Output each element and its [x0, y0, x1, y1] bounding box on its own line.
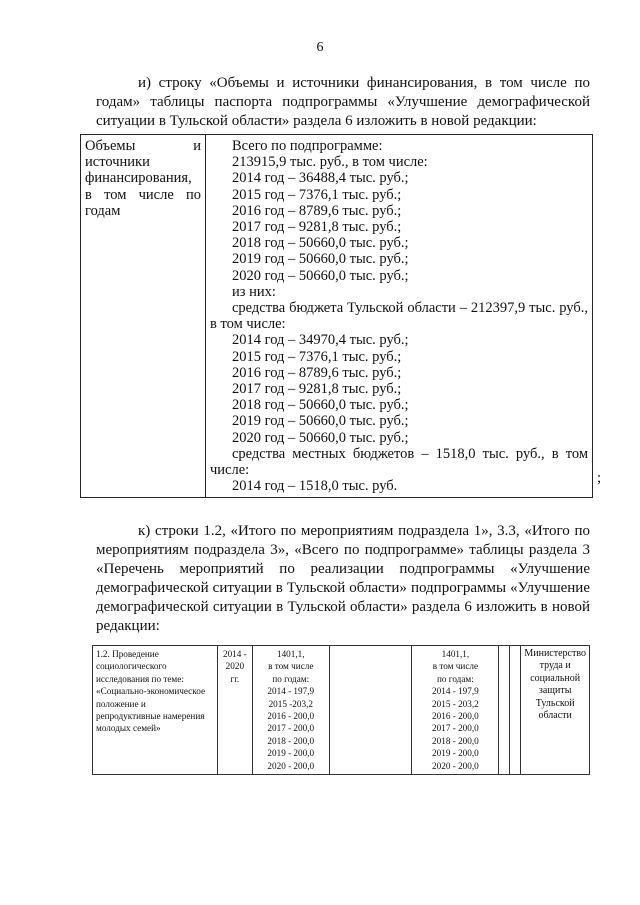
regional-year: 2015 год – 7376,1 тыс. руб.;: [232, 348, 402, 365]
page-number: 6: [316, 40, 324, 55]
regional-year-value: 2020 - 200,0: [432, 760, 479, 771]
description-line: социологического: [96, 661, 167, 672]
local-budget: средства местных бюджетов – 1518,0 тыс. руб., в том числе:: [210, 445, 588, 479]
left-line: годам: [85, 202, 121, 219]
period-line: гг.: [230, 673, 240, 684]
period-line: 2020: [225, 661, 245, 672]
total-year: 2016 год – 8789,6 тыс. руб.;: [232, 202, 402, 219]
left-line: финансирования,: [85, 170, 192, 187]
regional-year-value: 2017 - 200,0: [432, 723, 479, 734]
total-year: 2019 год – 50660,0 тыс. руб.;: [232, 251, 409, 268]
measure-period: [217, 646, 252, 775]
description-line: «Социально-экономическое: [96, 686, 206, 697]
total-line: в том числе: [432, 661, 479, 672]
total-line: 1401,1,: [441, 649, 470, 659]
responsible-line: области: [538, 710, 572, 722]
total-header: Всего по подпрограмме:: [232, 138, 383, 154]
regional-year-value: 2019 - 200,0: [432, 748, 479, 759]
period-line: 2014 -: [222, 649, 247, 659]
regional-year: 2018 год – 50660,0 тыс. руб.;: [232, 397, 409, 414]
total-line: 1401,1,: [276, 649, 305, 659]
regional-year: 2017 год – 9281,8 тыс. руб.;: [232, 381, 402, 398]
regional-year-value: 2014 - 197,9: [432, 686, 479, 697]
measure-description: [93, 646, 218, 775]
measure-regional: [412, 646, 499, 775]
total-year: 2020 год – 50660,0 тыс. руб.;: [232, 267, 409, 284]
passport-left-cell: [81, 135, 206, 498]
regional-year-value: 2016 - 200,0: [432, 711, 479, 722]
year-value: 2015 -203,2: [268, 698, 313, 709]
total-line: в том числе: [268, 661, 314, 672]
total-year: 2015 год – 7376,1 тыс. руб.;: [232, 186, 402, 203]
description-line: положение и: [96, 698, 146, 709]
year-value: 2016 - 200,0: [267, 711, 315, 722]
regional-budget: средства бюджета Тульской области – 212397,9 тыс. руб., в том числе:: [210, 300, 588, 333]
description-line: исследования по теме:: [96, 673, 184, 684]
regional-year: 2016 год – 8789,6 тыс. руб.;: [232, 364, 402, 381]
measure-local-empty: [499, 646, 510, 775]
measure-other-empty: [510, 646, 521, 775]
year-value: 2018 - 200,0: [267, 735, 315, 746]
passport-table: [80, 134, 593, 498]
regional-year-value: 2015 - 203,2: [432, 698, 479, 709]
description-line: молодых семей»: [96, 723, 161, 734]
paragraph-k: к) строки 1.2, «Итого по мероприятиям подраздела 1», 3.3, «Итого по мероприятиям подраздела 3», «Всего по подпрограмме» таблицы раздела 3 «Перечень мероприятий по реализации подпрограммы «Улучшение демографической ситуации в Тульской области» подпрограммы «Улучшение демографической ситуации в Тульской области» раздела 6 изложить в новой редакции:: [96, 523, 590, 634]
semicolon: ;: [597, 470, 602, 486]
description-line: репродуктивные намерения: [96, 711, 205, 722]
left-line: в том числе по: [85, 186, 201, 203]
of-them-label: из них:: [232, 283, 276, 300]
measures-table: [92, 645, 590, 775]
measure-responsible: [521, 646, 590, 775]
total-line: по годам:: [437, 673, 474, 684]
responsible-line: защиты Тульской: [535, 685, 575, 709]
regional-year-value: 2018 - 200,0: [432, 735, 479, 746]
total-year: 2018 год – 50660,0 тыс. руб.;: [232, 235, 409, 252]
measure-federal-empty: [329, 646, 412, 775]
year-value: 2017 - 200,0: [267, 723, 315, 734]
description-line: 1.2. Проведение: [96, 649, 159, 659]
responsible-line: социальной: [530, 672, 581, 684]
total-year: 2014 год – 36488,4 тыс. руб.;: [232, 170, 409, 187]
local-year: 2014 год – 1518,0 тыс. руб.: [232, 478, 398, 495]
regional-year: 2014 год – 34970,4 тыс. руб.;: [232, 332, 409, 349]
year-value: 2014 - 197,9: [267, 686, 315, 697]
responsible-line: Министерство: [524, 648, 586, 659]
total-amount: 213915,9 тыс. руб., в том числе:: [232, 154, 428, 171]
responsible-line: труда и: [539, 660, 571, 672]
passport-right-cell: [206, 135, 593, 498]
paragraph-i: и) строку «Объемы и источники финансирования, в том числе по годам» таблицы паспорта подпрограммы «Улучшение демографической ситуации в Тульской области» раздела 6 изложить в новой редакции:: [96, 75, 590, 129]
measure-total: [252, 646, 329, 775]
year-value: 2020 - 200,0: [267, 760, 315, 771]
left-line: Объемы и: [85, 138, 201, 154]
regional-year: 2019 год – 50660,0 тыс. руб.;: [232, 413, 409, 430]
left-line: источники: [85, 154, 150, 171]
total-year: 2017 год – 9281,8 тыс. руб.;: [232, 219, 402, 236]
year-value: 2019 - 200,0: [267, 748, 315, 759]
total-line: по годам:: [272, 673, 310, 684]
regional-year: 2020 год – 50660,0 тыс. руб.;: [232, 429, 409, 446]
